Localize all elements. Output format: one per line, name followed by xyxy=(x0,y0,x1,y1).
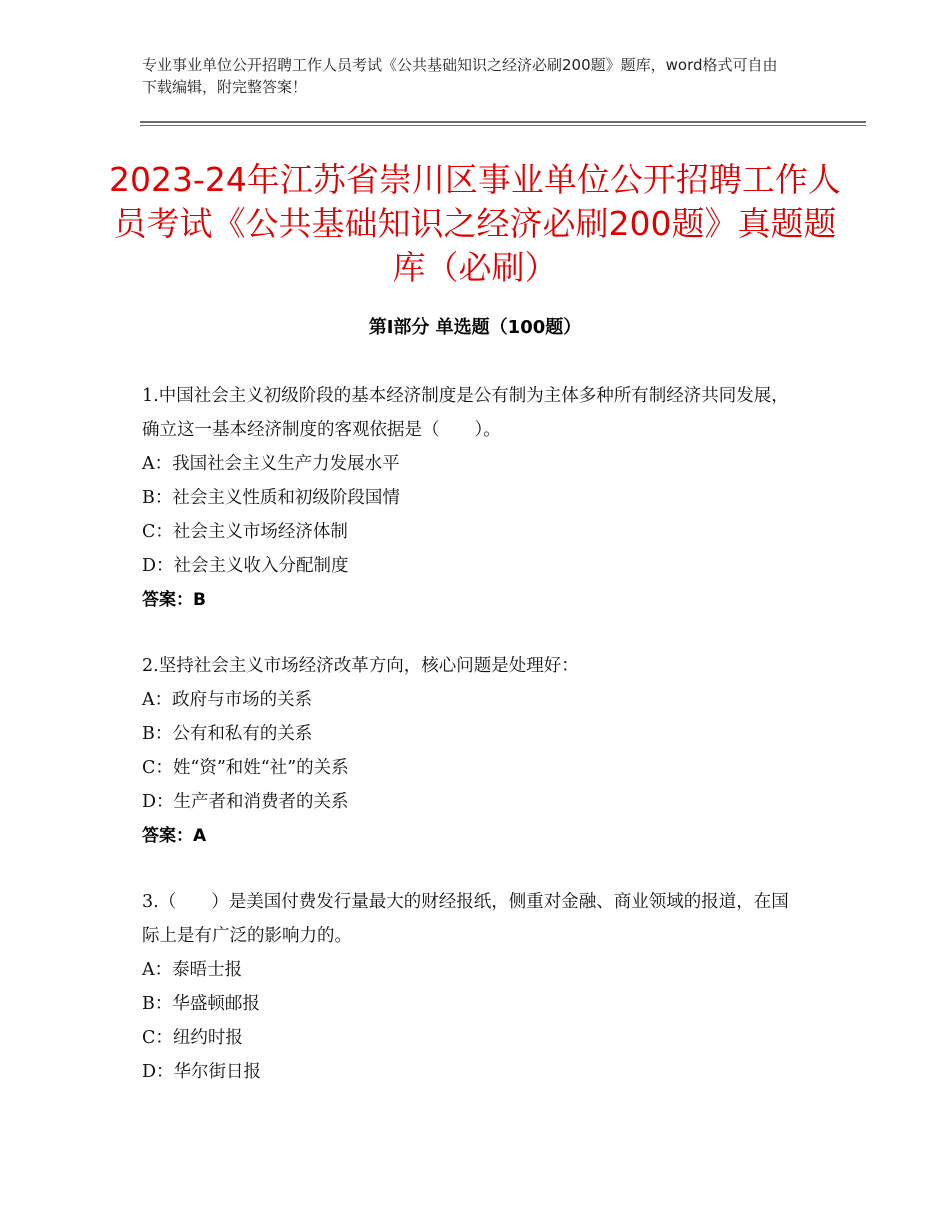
question-1 xyxy=(142,379,802,617)
option-b: B：社会主义性质和初级阶段国情 xyxy=(142,488,400,508)
option-a: A：政府与市场的关系 xyxy=(142,690,313,710)
option-c: C：社会主义市场经济体制 xyxy=(142,522,348,542)
option-b: B：华盛顿邮报 xyxy=(142,994,260,1014)
section-heading: 第Ⅰ部分 单选题（100题） xyxy=(368,317,582,338)
question-2 xyxy=(142,649,802,853)
question-list xyxy=(142,379,802,1121)
option-d: D：社会主义收入分配制度 xyxy=(142,556,349,576)
header-divider-thin xyxy=(140,125,866,126)
document-title: 2023-24年江苏省崇川区事业单位公开招聘工作人员考试《公共基础知识之经济必刷200题》真题题库（必刷） xyxy=(109,160,841,287)
header-divider-thick xyxy=(140,121,866,123)
header-note: 专业事业单位公开招聘工作人员考试《公共基础知识之经济必刷200题》题库，word格式可自由下载编辑，附完整答案！ xyxy=(142,56,778,96)
option-a: A：我国社会主义生产力发展水平 xyxy=(142,454,400,474)
option-d: D：生产者和消费者的关系 xyxy=(142,792,349,812)
answer-line: 答案：B xyxy=(142,590,206,610)
question-stem: 2.坚持社会主义市场经济改革方向，核心问题是处理好： xyxy=(142,656,579,676)
option-d: D：华尔街日报 xyxy=(142,1062,262,1082)
question-3 xyxy=(142,885,802,1089)
question-stem: 1.中国社会主义初级阶段的基本经济制度是公有制为主体多种所有制经济共同发展，确立这一基本经济制度的客观依据是（ ）。 xyxy=(142,386,789,440)
question-stem: 3.（ ）是美国付费发行量最大的财经报纸，侧重对金融、商业领域的报道，在国际上是有广泛的影响力的。 xyxy=(142,892,789,946)
option-c: C：纽约时报 xyxy=(142,1028,243,1048)
option-c: C：姓“资”和姓“社”的关系 xyxy=(142,758,349,778)
answer-line: 答案：A xyxy=(142,826,207,846)
option-a: A：泰晤士报 xyxy=(142,960,243,980)
option-b: B：公有和私有的关系 xyxy=(142,724,313,744)
